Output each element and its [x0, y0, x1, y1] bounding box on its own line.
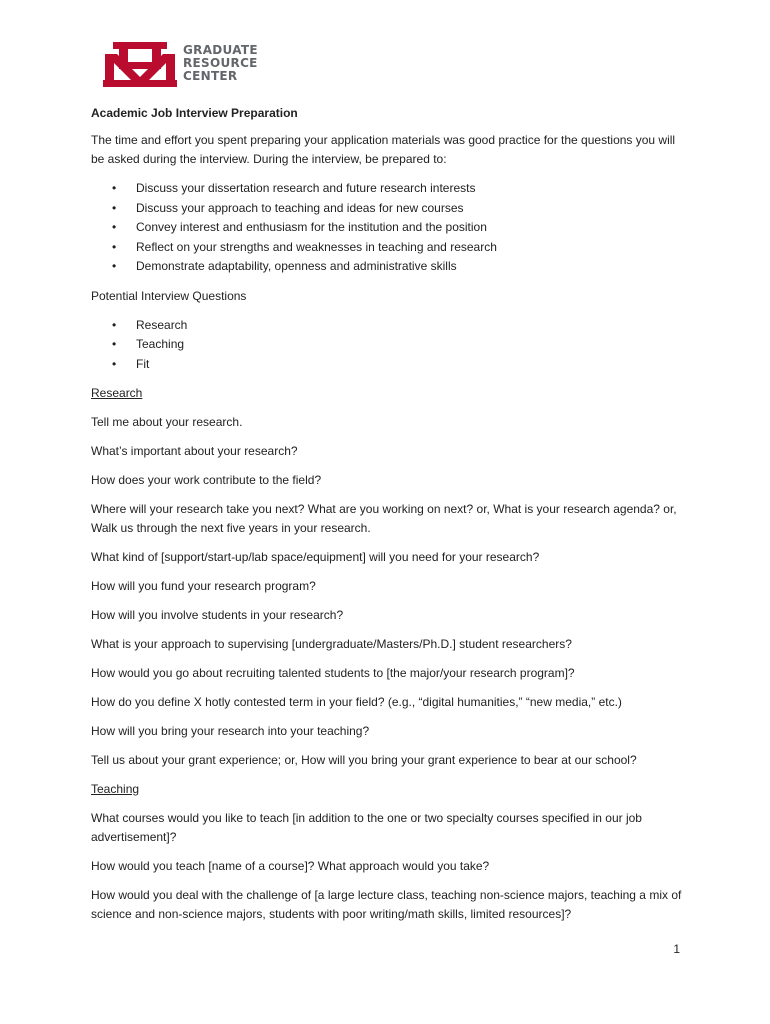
research-question: How will you bring your research into your teaching? — [91, 724, 370, 738]
teaching-question: What courses would you like to teach [in addition to the one or two specialty courses specified in our job advertisement]? — [91, 811, 642, 844]
research-question: What is your approach to supervising [undergraduate/Masters/Ph.D.] student researchers? — [91, 637, 572, 651]
research-question: Where will your research take you next? What are you working on next? or, What is your research agenda? or, Walk us through the next five years in your research. — [91, 502, 677, 535]
research-question: What kind of [support/start-up/lab space/equipment] will you need for your research? — [91, 550, 540, 564]
teaching-heading: Teaching — [91, 782, 140, 796]
list-item: • Discuss your approach to teaching and ideas for new courses — [91, 199, 691, 219]
intro-paragraph: The time and effort you spent preparing your application materials was good practice for the questions you will be asked during the interview. During the interview, be prepared to: — [91, 133, 676, 166]
logo-line-3: CENTER — [183, 69, 238, 83]
potential-questions-label: Potential Interview Questions — [91, 288, 247, 303]
logo-wordmark — [183, 44, 258, 83]
category-list — [91, 316, 691, 375]
list-item: • Fit — [91, 355, 691, 375]
research-heading: Research — [91, 386, 143, 400]
page-number: 1 — [673, 942, 680, 956]
research-question: Tell us about your grant experience; or, How will you bring your grant experience to bear at our school? — [91, 753, 637, 767]
teaching-question: How would you teach [name of a course]? What approach would you take? — [91, 859, 490, 873]
document-title: Academic Job Interview Preparation — [91, 106, 298, 120]
unm-mark-icon — [103, 40, 177, 90]
list-item: • Research — [91, 316, 691, 336]
research-question: How will you involve students in your research? — [91, 608, 344, 622]
list-item: • Demonstrate adaptability, openness and administrative skills — [91, 257, 691, 277]
list-item: • Discuss your dissertation research and future research interests — [91, 179, 691, 199]
document-body — [91, 104, 691, 934]
research-question: How does your work contribute to the field? — [91, 473, 322, 487]
research-question: How would you go about recruiting talented students to [the major/your research program]? — [91, 666, 575, 680]
logo-line-2: RESOURCE — [183, 56, 258, 70]
list-item: • Reflect on your strengths and weaknesses in teaching and research — [91, 238, 691, 258]
teaching-question: How would you deal with the challenge of [a large lecture class, teaching non-science majors, teaching a mix of science and non-science majors, students with poor writing/math skills, limited resources]? — [91, 888, 682, 921]
research-question: How do you define X hotly contested term in your field? (e.g., “digital humanities,” “new media,” etc.) — [91, 695, 622, 709]
research-question: How will you fund your research program? — [91, 579, 316, 593]
unm-logo — [103, 40, 283, 90]
logo-line-1: GRADUATE — [183, 43, 258, 57]
list-item: • Teaching — [91, 335, 691, 355]
list-item: • Convey interest and enthusiasm for the institution and the position — [91, 218, 691, 238]
prepare-list — [91, 179, 691, 277]
research-question: What’s important about your research? — [91, 444, 298, 458]
research-question: Tell me about your research. — [91, 415, 243, 429]
